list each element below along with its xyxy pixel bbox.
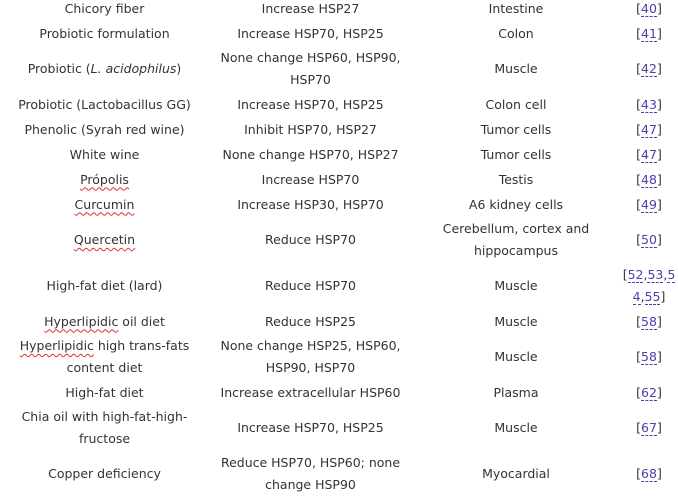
tissue-cell: Colon [498,25,534,41]
reference-cell: [58] [636,349,662,364]
reference-link[interactable]: 43 [641,96,657,112]
italic-species-name: L. acidophilus [90,61,177,76]
tissue-cell: Testis [498,171,534,187]
table-row [0,405,678,451]
reference-cell: [67] [636,420,662,435]
reference-link[interactable]: 58 [641,313,657,329]
reference-link[interactable]: 55 [644,289,661,304]
effect-cell: None change HSP25, HSP60, HSP90, HSP70 [220,338,401,375]
tissue-cell: Myocardial [482,466,550,481]
reference-link[interactable]: 48 [641,171,657,187]
reference-link[interactable]: 67 [641,420,657,435]
reference-link[interactable]: 54 [632,267,676,304]
table-row [0,380,678,405]
effect-cell: Increase HSP70, HSP25 [237,420,384,435]
effect-cell: Reduce HSP70, HSP60; none change HSP90 [220,455,401,492]
agent-cell: White wine [69,146,140,162]
effect-cell: Reduce HSP70 [265,232,356,247]
effect-cell: None change HSP70, HSP27 [222,146,399,162]
agent-cell: High-fat diet (lard) [46,278,163,293]
reference-link[interactable]: 58 [641,349,657,364]
spellcheck-underlined-word: Curcumin [74,196,135,212]
reference-link[interactable]: 49 [641,196,657,212]
tissue-cell: Tumor cells [480,146,552,162]
tissue-cell: Muscle [494,278,538,293]
agent-cell: Hyperlipidic high trans-fats content diet [19,338,190,375]
agent-cell: Hyperlipidic oil diet [44,313,165,329]
reference-cell: [62] [636,384,662,400]
table-row [0,46,678,92]
agent-cell: Probiotic (L. acidophilus) [27,61,182,76]
reference-cell: [40] [636,0,662,16]
agent-cell: Chia oil with high-fat-high-fructose [21,409,188,446]
agent-cell: Chicory fiber [64,0,145,16]
reference-cell: [49] [636,196,662,212]
effect-cell: Increase HSP70, HSP25 [237,96,384,112]
reference-link[interactable]: 47 [641,121,657,137]
reference-cell: [58] [636,313,662,329]
reference-link[interactable]: 47 [641,146,657,162]
tissue-cell: Intestine [488,0,544,16]
effect-cell: Increase extracellular HSP60 [220,384,401,400]
spellcheck-underlined-word: Quercetin [73,232,136,247]
effect-cell: Reduce HSP25 [265,313,356,329]
reference-cell: [43] [636,96,662,112]
effect-cell: Increase HSP70, HSP25 [237,25,384,41]
agent-cell: High-fat diet [65,384,144,400]
table-row [0,0,678,21]
effect-cell: Reduce HSP70 [265,278,356,293]
reference-cell: [47] [636,146,662,162]
table-row [0,334,678,380]
agent-cell: Phenolic (Syrah red wine) [24,121,185,137]
reference-link[interactable]: 50 [641,232,657,247]
reference-cell: [41] [636,25,662,41]
table-row [0,309,678,334]
reference-cell: [68] [636,466,662,481]
reference-link[interactable]: 62 [641,384,657,400]
reference-link[interactable]: 53 [647,267,664,282]
agent-cell: Probiotic formulation [39,25,170,41]
agent-cell: Probiotic (Lactobacillus GG) [18,96,191,112]
table-row [0,192,678,217]
spellcheck-underlined-word: Própolis [80,171,129,187]
spellcheck-underlined-word: Hyperlipidic [44,313,119,329]
effect-cell: Inhibit HSP70, HSP27 [244,121,377,137]
tissue-cell: Muscle [494,420,538,435]
table-row [0,92,678,117]
reference-link[interactable]: 52 [627,267,644,282]
tissue-cell: Colon cell [485,96,547,112]
tissue-cell: A6 kidney cells [468,196,564,212]
tissue-cell: Tumor cells [480,121,552,137]
effect-cell: Increase HSP30, HSP70 [237,196,384,212]
table-row [0,217,678,263]
table-row [0,142,678,167]
reference-cell: [47] [636,121,662,137]
tissue-cell: Muscle [494,313,538,329]
tissue-cell: Plasma [493,384,539,400]
tissue-cell: Cerebellum, cortex and hippocampus [442,221,590,258]
reference-link[interactable]: 41 [641,25,657,41]
reference-link[interactable]: 40 [641,0,657,16]
table-row [0,21,678,46]
reference-link[interactable]: 42 [641,61,657,76]
table-row [0,263,678,309]
agent-cell [0,194,209,216]
agent-cell: Copper deficiency [48,466,161,481]
reference-cell: [42] [636,61,662,76]
reference-cell: [52,53,54,55] [622,267,676,304]
tissue-cell: Muscle [494,349,538,364]
spellcheck-underlined-word: Hyperlipidic [19,338,94,353]
agent-cell [0,169,209,191]
effect-cell: Increase HSP70 [261,171,360,187]
reference-cell: [50] [636,232,662,247]
table-row [0,451,678,497]
reference-link[interactable]: 68 [641,466,657,481]
reference-cell: [48] [636,171,662,187]
agent-cell [0,229,209,251]
table-row [0,117,678,142]
effect-cell: Increase HSP27 [261,0,360,16]
tissue-cell: Muscle [494,61,538,76]
table-row [0,167,678,192]
effect-cell: None change HSP60, HSP90, HSP70 [220,50,401,87]
